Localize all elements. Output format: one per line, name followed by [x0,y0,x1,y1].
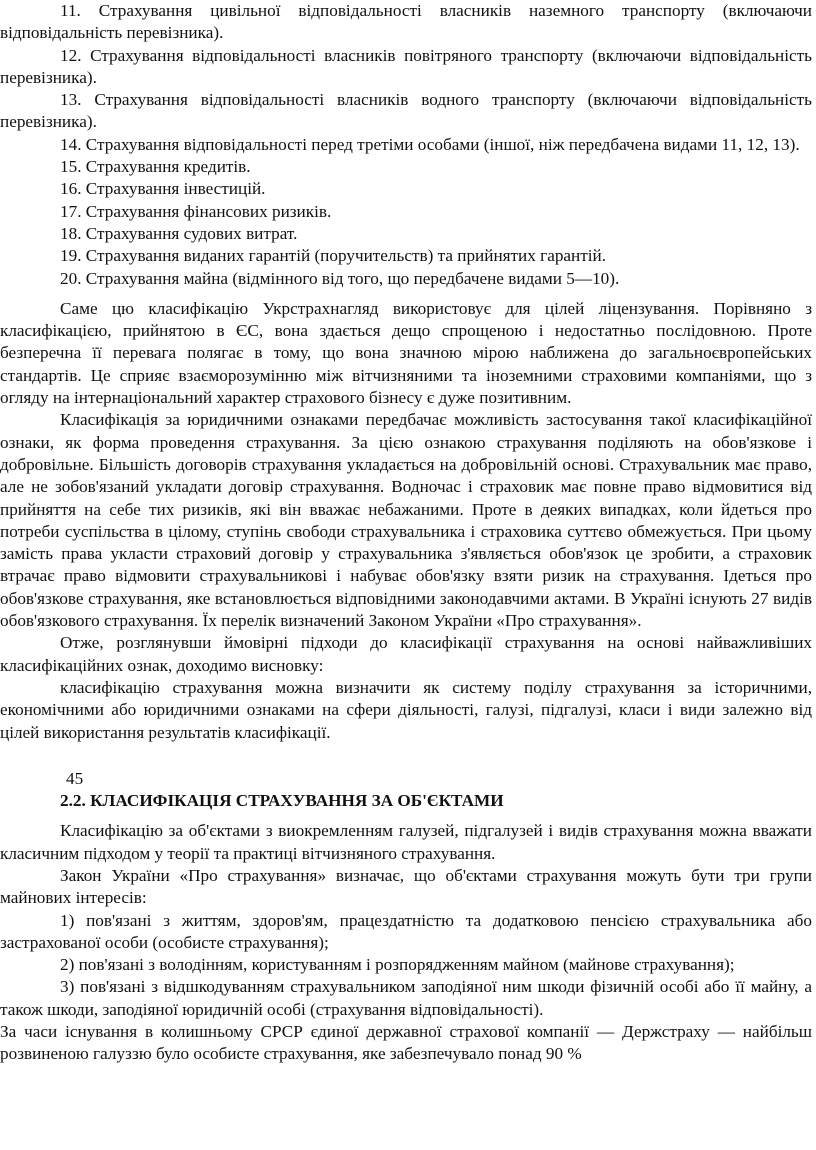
list-item: 1) пов'язані з життям, здоров'ям, працездатністю та додатковою пенсією страхувальника або застрахованої особи (особисте страхування); [0,910,812,952]
body-paragraph: За часи існування в колишньому СРСР єдиної державної страхової компанії — Держстраху — найбільш розвиненою галуззю було особисте страхування, яке забезпечувало понад 90 % [0,1022,812,1064]
insurance-types-list [0,0,816,290]
body-paragraph: Саме цю класифікацію Укрстрахнагляд використовує для цілей ліцензування. Порівняно з класифікацією, прийнятою в ЄС, вона здається дещо спрощеною і недостатньо послідовною. Проте безперечна її перевага полягає в тому, що вона значною мірою наближена до загальноєвропейських стандартів. Це сприяє взаєморозумінню між вітчизняними та іноземними страховими компаніями, що з огляду на інтернаціональний характер страхового бізнесу є дуже позитивним. [0,298,812,408]
body-paragraph: Класифікація за юридичними ознаками передбачає можливість застосування такої класифікаційної ознаки, як форма проведення страхування. За цією ознакою страхування поділяють на обов'язкове і добровільне. Більшість договорів страхування укладається на добровільній основі. Страхувальник має право, але не зобов'язаний укладати договір страхування. Водночас і страховик має повне право відмовитися від прийняття на себе тих ризиків, які він вважає небажаними. Проте в деяких випадках, коли йдеться про потреби суспільства в цілому, ступінь свободи страхувальника і страховика суттєво обмежується. При цьому замість права укласти страховий договір у страхувальника з'являється обов'язок це зробити, а страховик втрачає право відмовити страхувальникові і набуває обов'язку взяти ризик на страхування. Ідеться про обов'язкове страхування, яке встановлюється відповідними законодавчими актами. В Україні існують 27 видів обов'язкового страхування. Їх перелік визначений Законом України «Про страхування». [0,410,812,631]
list-item: 12. Страхування відповідальності власників повітряного транспорту (включаючи відповідальність перевізника). [0,45,812,87]
list-item: 3) пов'язані з відшкодуванням страхувальником заподіяної ним шкоди фізичній особі або її майну, а також шкоди, заподіяної юридичній особі (страхування відповідальності). [0,977,812,1019]
list-item: 13. Страхування відповідальності власників водного транспорту (включаючи відповідальність перевізника). [0,90,812,132]
spacer [0,744,816,768]
body-paragraph: Отже, розглянувши ймовірні підходи до класифікації страхування на основі найважливіших класифікаційних ознак, доходимо висновку: [0,633,812,675]
list-item: 17. Страхування фінансових ризиків. [60,201,332,221]
list-item: 20. Страхування майна (відмінного від того, що передбачене видами 5—10). [60,268,620,288]
list-item: 19. Страхування виданих гарантій (поручительств) та прийнятих гарантій. [60,246,607,266]
spacer [0,812,816,820]
list-item: 15. Страхування кредитів. [60,157,251,177]
spacer [0,290,816,298]
page-number: 45 [66,768,84,788]
list-item: 18. Страхування судових витрат. [60,223,298,243]
list-item: 2) пов'язані з володінням, користуванням і розпорядженням майном (майнове страхування); [60,955,735,975]
list-item: 11. Страхування цивільної відповідальності власників наземного транспорту (включаючи відповідальність перевізника). [0,1,812,43]
body-paragraph: Закон України «Про страхування» визначає, що об'єктами страхування можуть бути три групи майнових інтересів: [0,865,812,908]
conclusion-paragraph: класифікацію страхування можна визначити як систему поділу страхування за історичними, економічними або юридичними ознаками на сфери діяльності, галузі, підгалузі, класи і види залежно від цілей використання результатів класифікації. [0,677,812,742]
list-item: 14. Страхування відповідальності перед третіми особами (іншої, ніж передбачена видами 11, 12, 13). [60,134,800,154]
body-paragraph: Класифікацію за об'єктами з виокремленням галузей, підгалузей і видів страхування можна вважати класичним підходом у теорії та практиці вітчизняного страхування. [0,821,812,863]
section-heading: 2.2. КЛАСИФІКАЦІЯ СТРАХУВАННЯ ЗА ОБ'ЄКТАМИ [60,791,504,811]
list-item: 16. Страхування інвестицій. [60,179,266,199]
